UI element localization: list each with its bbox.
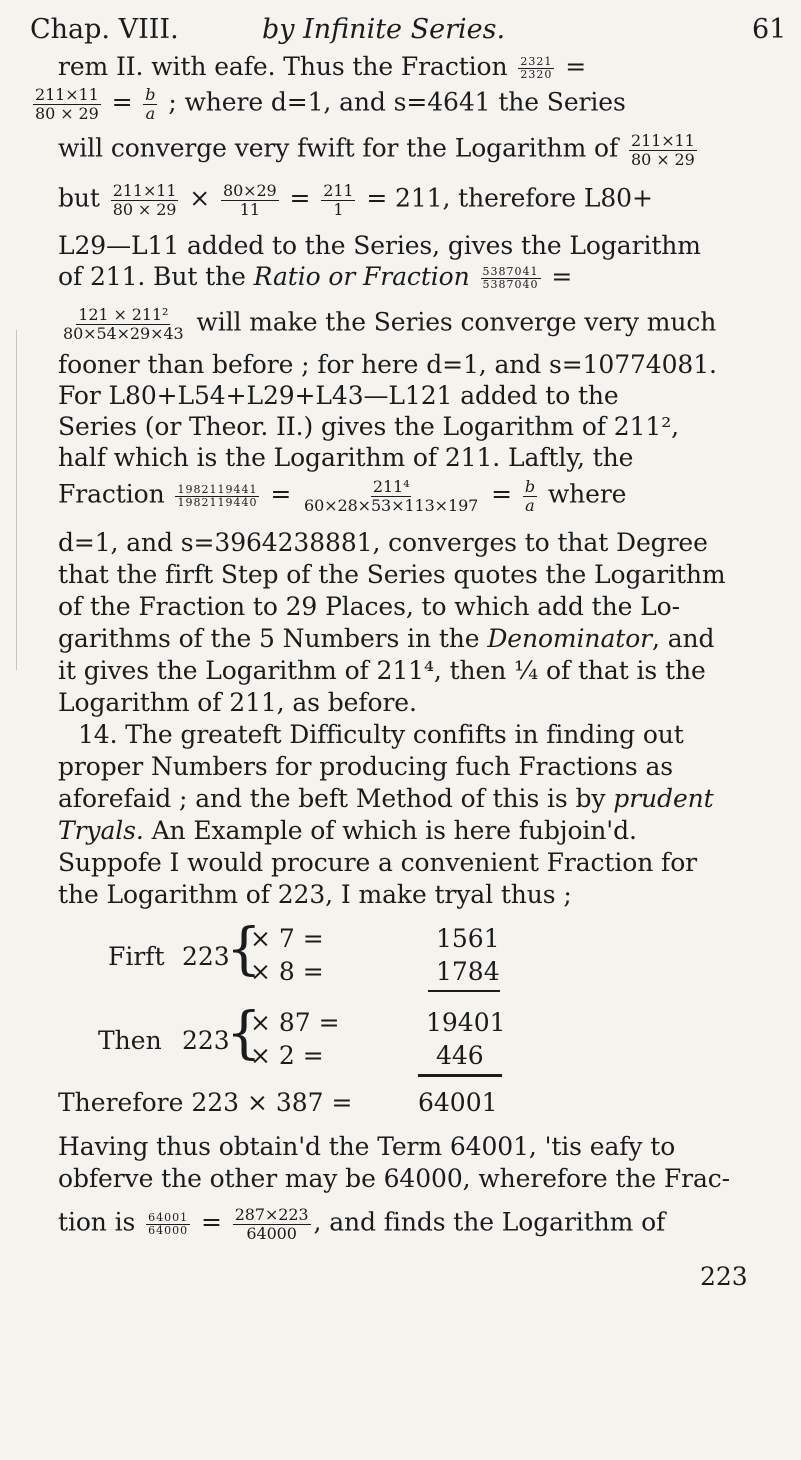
tryal-first-result-2: 1784: [436, 957, 500, 986]
page-edge-shadow: [16, 330, 17, 670]
closing-line-1: Having thus obtain'd the Term 64001, 'tis eafy to: [58, 1132, 676, 1161]
fraction-2321-2320: $\frac{2321}{2320}$: [520, 54, 553, 81]
text-line-1: rem II. with eafe. Thus the Fraction $\frac{2321}{2320}$ =: [58, 52, 587, 81]
fraction-211-fourth: $\frac{\text{211⁴}}{60\times 28\times 53\times 113\times 197}$: [304, 477, 479, 515]
text-line-15: of the Fraction to 29 Places, to which add the Lo-: [58, 592, 680, 621]
tryal-first-label: Firft: [108, 942, 165, 971]
text-line-22: Tryals. An Example of which is here fubjoin'd.: [58, 816, 637, 845]
text-line-14: that the firft Step of the Series quotes the Logarithm: [58, 560, 726, 589]
chapter-header: Chap. VIII.: [30, 14, 179, 45]
closing-line-2: obferve the other may be 64000, wherefore the Frac-: [58, 1164, 731, 1193]
tryal-first-op-2: × 8 =: [250, 957, 324, 986]
text-line-6: of 211. But the Ratio or Fraction $\frac{5387041}{5387040}$ =: [58, 262, 573, 291]
text-line-23: Suppofe I would procure a convenient Fraction for: [58, 848, 698, 877]
running-title: by Infinite Series.: [262, 14, 506, 45]
fraction-c: $\frac{211}{1}$: [323, 181, 354, 219]
fraction-287x223: $\frac{287\times 223}{64000}$: [234, 1205, 309, 1243]
page-number: 61: [752, 14, 787, 45]
text-line-3: will converge very fwift for the Logarithm of $\frac{211\times 11}{80 \times 29}$: [58, 131, 695, 169]
fraction-b: $\frac{80\times 29}{11}$: [223, 181, 277, 219]
tryal-then-result-2: 446: [436, 1041, 484, 1070]
text-line-13: d=1, and s=3964238881, converges to that Degree: [58, 528, 708, 557]
tryal-first-result-1: 1561: [436, 924, 500, 953]
fraction-5387041: $\frac{5387041}{5387040}$: [482, 264, 539, 291]
text-line-18: Logarithm of 211, as before.: [58, 688, 417, 717]
closing-line-3: tion is $\frac{64001}{64000}$ = $\frac{287\times 223}{64000}$ , and finds the Logarithm of: [58, 1205, 666, 1243]
catchword: 223: [700, 1262, 748, 1291]
text-line-9: For L80+L54+L29+L43—L121 added to the: [58, 381, 619, 410]
therefore-result: 64001: [418, 1088, 498, 1117]
brace-icon: {: [226, 1001, 262, 1066]
text-line-16: garithms of the 5 Numbers in the Denominator, and: [58, 624, 715, 653]
fraction-b-a-2: $\frac{b}{a}$: [524, 477, 535, 515]
text-line-7: $\frac{\text{121 × 211²}}{80\times 54\times 29\times 43}$ will make the Series converge very much: [63, 305, 717, 343]
fraction-121x211sq: $\frac{\text{121 × 211²}}{80\times 54\times 29\times 43}$: [63, 305, 184, 343]
text-line-17: it gives the Logarithm of 211⁴, then ¼ of that is the: [58, 656, 706, 685]
sum-rule: [418, 1074, 502, 1077]
fraction-a: $\frac{211\times 11}{80 \times 29}$: [112, 181, 177, 219]
text-line-5: L29—L11 added to the Series, gives the Logarithm: [58, 231, 701, 260]
section-14-start: 14. The greateft Difficulty confifts in finding out: [78, 720, 684, 749]
text-line-4: but $\frac{211\times 11}{80 \times 29}$ × $\frac{80\times 29}{11}$ = $\frac{211}{1}$ = 211, therefore L80+: [58, 181, 653, 219]
tryal-then-op-2: × 2 =: [250, 1041, 324, 1070]
fraction-64001-64000: $\frac{64001}{64000}$: [148, 1210, 189, 1237]
tryal-first-op-1: × 7 =: [250, 924, 324, 953]
text-line-11: half which is the Logarithm of 211. Laftly, the: [58, 443, 634, 472]
brace-icon: {: [226, 917, 262, 982]
sum-rule: [428, 990, 500, 992]
text-line-12: Fraction $\frac{1982119441}{1982119440}$ = $\frac{\text{211⁴}}{60\times 28\times 53\times 113\times 197}$ = $\frac{b}{a}$ where: [58, 477, 627, 515]
text-line-24: the Logarithm of 223, I make tryal thus ;: [58, 880, 572, 909]
fraction-b-a: $\frac{b}{a}$: [145, 85, 156, 123]
text-line-2: $\frac{211\times 11}{80 \times 29}$ = $\frac{b}{a}$ ; where d=1, and s=4641 the Series: [35, 85, 626, 123]
tryal-then-result-1: 19401: [426, 1008, 506, 1037]
fraction-1982119441: $\frac{1982119441}{1982119440}$: [177, 482, 258, 509]
therefore-line: Therefore 223 × 387 =: [58, 1088, 353, 1117]
tryal-first-base: 223: [182, 942, 230, 971]
text-line-21: aforefaid ; and the beft Method of this is by prudent: [58, 784, 714, 813]
tryal-then-label: Then: [98, 1026, 162, 1055]
text-line-20: proper Numbers for producing fuch Fractions as: [58, 752, 673, 781]
text-line-10: Series (or Theor. II.) gives the Logarithm of 211²,: [58, 412, 679, 441]
tryal-then-op-1: × 87 =: [250, 1008, 340, 1037]
fraction-log-argument: $\frac{211\times 11}{80 \times 29}$: [631, 131, 695, 169]
fraction-211x11-80x29: $\frac{211\times 11}{80 \times 29}$: [35, 85, 99, 123]
tryal-then-base: 223: [182, 1026, 230, 1055]
text-line-8: fooner than before ; for here d=1, and s=10774081.: [58, 350, 717, 379]
